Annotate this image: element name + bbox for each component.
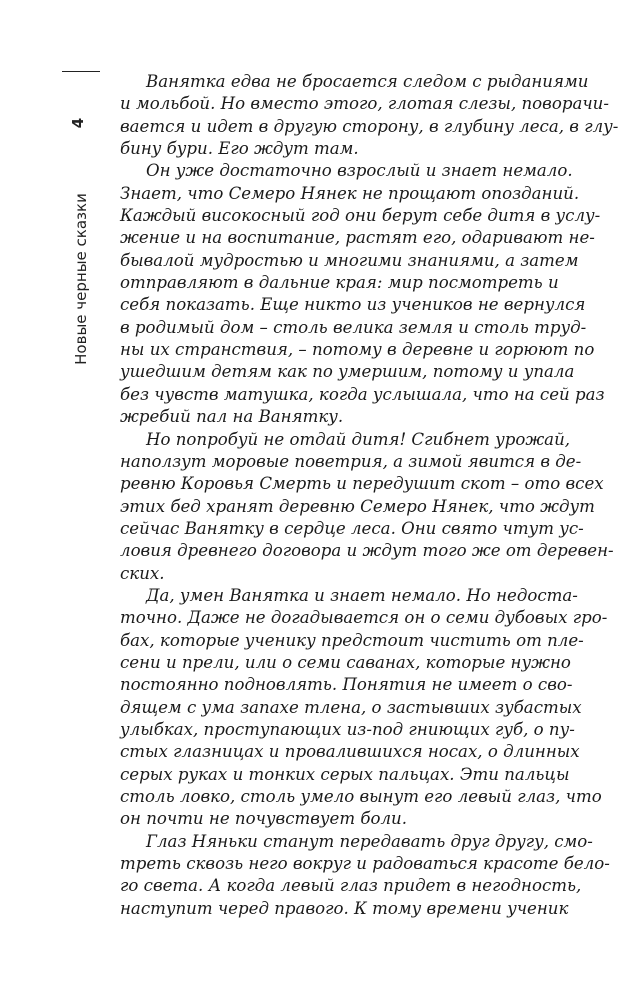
text-line: бину бури. Его ждут там. xyxy=(120,139,359,159)
text-line: жребий пал на Ванятку. xyxy=(120,407,344,427)
text-line: и мольбой. Но вместо этого, глотая слезы, поворачи- xyxy=(120,94,609,114)
text-line: Но попробуй не отдай дитя! Сгибнет урожай, xyxy=(146,429,571,449)
text-line: столь ловко, столь умело вынут его левый глаз, что xyxy=(120,787,602,806)
text-line: серых руках и тонких серых пальцах. Эти пальцы xyxy=(120,764,570,784)
text-line: ских. xyxy=(120,563,165,583)
text-line: наползут моровые поветрия, а зимой явится в де- xyxy=(120,451,582,471)
text-line: дящем с ума запахе тлена, о застывших зубастых xyxy=(120,697,582,717)
text-line: ны их странствия, – потому в деревне и горюют по xyxy=(120,340,595,360)
text-line: вается и идет в другую сторону, в глубину леса, в глу- xyxy=(120,116,619,136)
text-line: ловия древнего договора и ждут того же от деревен- xyxy=(120,541,614,561)
text-line: жение и на воспитание, растят его, одаривают не- xyxy=(120,228,595,248)
text-line: этих бед хранят деревню Семеро Нянек, что ждут xyxy=(120,496,595,516)
paragraph xyxy=(120,71,619,160)
text-line: отправляют в дальние края: мир посмотреть и xyxy=(120,273,559,293)
text-line: Да, умен Ванятка и знает немало. Но недоста- xyxy=(146,585,578,605)
text-line: себя показать. Еще никто из учеников не вернулся xyxy=(120,295,586,315)
text-line: го света. А когда левый глаз придет в негодность, xyxy=(120,876,582,896)
running-title: Новые черные сказки xyxy=(72,193,90,365)
text-line: бах, которые ученику предстоит чистить от пле- xyxy=(120,630,584,650)
text-line: треть сквозь него вокруг и радоваться красоте бело- xyxy=(120,854,610,874)
body-text xyxy=(120,71,619,920)
text-line: Ванятка едва не бросается следом с рыданиями xyxy=(146,72,589,91)
paragraph xyxy=(120,429,614,585)
paragraph xyxy=(120,585,608,831)
text-line: сейчас Ванятку в сердце леса. Они свято чтут ус- xyxy=(120,518,584,538)
text-line: точно. Даже не догадывается он о семи дубовых гро- xyxy=(120,608,608,628)
text-line: бывалой мудростью и многими знаниями, а затем xyxy=(120,250,579,270)
text-line: в родимый дом – столь велика земля и столь труд- xyxy=(120,317,587,337)
page-number: 4 xyxy=(69,117,87,129)
text-line: улыбках, проступающих из-под гниющих губ, о пу- xyxy=(120,719,575,739)
text-line: ревню Коровья Смерть и передушит скот – ото всех xyxy=(120,474,604,494)
header-rule xyxy=(62,71,100,72)
text-line: постоянно подновлять. Понятия не имеет о сво- xyxy=(120,675,573,695)
text-line: Он уже достаточно взрослый и знает немало. xyxy=(146,161,573,181)
paragraph xyxy=(120,831,610,920)
text-line: он почти не почувствует боли. xyxy=(120,809,407,829)
text-line: без чувств матушка, когда услышала, что на сей раз xyxy=(120,384,605,404)
text-line: Знает, что Семеро Нянек не прощают опозданий. xyxy=(120,183,580,203)
text-line: ушедшим детям как по умершим, потому и упала xyxy=(120,362,575,382)
text-line: сени и прели, или о семи саванах, которые нужно xyxy=(120,652,571,672)
paragraph xyxy=(120,160,605,428)
text-line: Глаз Няньки станут передавать друг другу, смо- xyxy=(146,831,593,851)
text-line: стых глазницах и провалившихся носах, о длинных xyxy=(120,742,580,762)
text-line: Каждый високосный год они берут себе дитя в услу- xyxy=(120,206,601,226)
text-line: наступит черед правого. К тому времени ученик xyxy=(120,898,569,918)
